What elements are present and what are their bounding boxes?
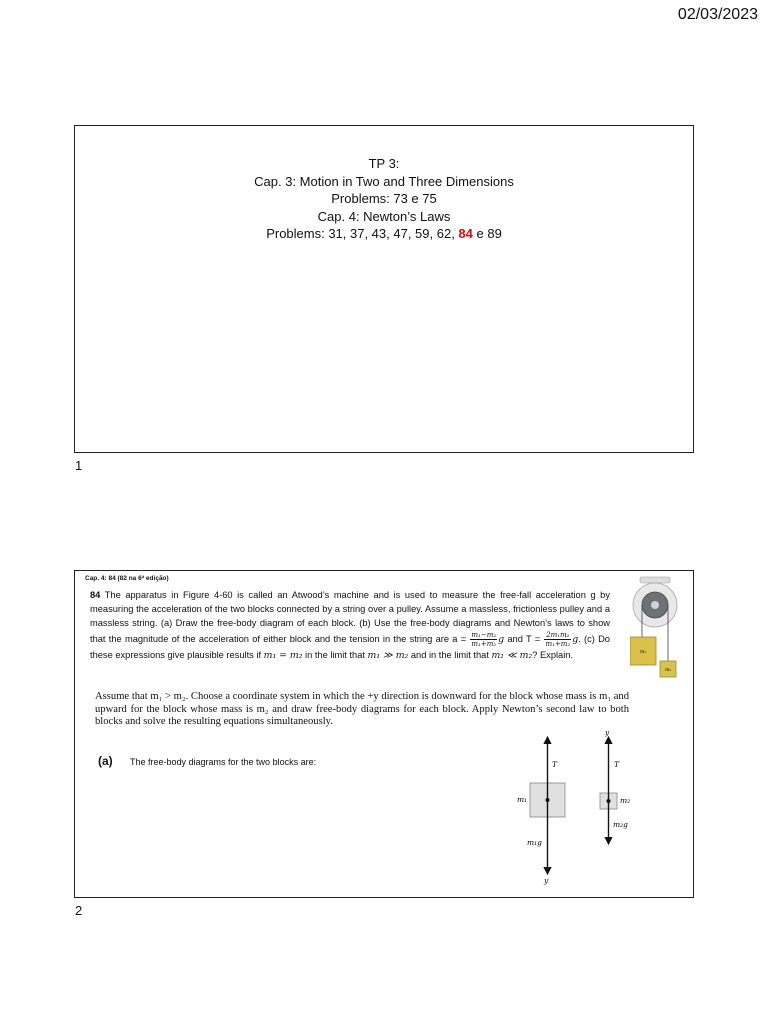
problem-statement — [90, 588, 610, 663]
slide-1-line: Problems: 73 e 75 — [331, 191, 437, 207]
equation: m₁ = m₂ — [263, 649, 303, 661]
problem-text: and in the limit that — [408, 649, 492, 660]
slide-1 — [74, 125, 694, 453]
part-a-text: The free-body diagrams for the two blocks are: — [130, 757, 317, 767]
date-header: 02/03/2023 — [677, 6, 758, 23]
free-body-diagrams — [500, 723, 650, 893]
fbd-mass-label-m1: m₁ — [517, 795, 528, 804]
block-m1-label: m₁ — [639, 650, 647, 655]
pulley-mount — [640, 577, 670, 583]
slide-1-number: 1 — [75, 458, 83, 473]
problems-suffix: e 89 — [472, 226, 502, 242]
slide-1-problems-line — [75, 225, 693, 243]
fbd-center-m2 — [607, 799, 611, 803]
slide-1-title-block — [75, 155, 693, 243]
slide-1-line: Cap. 3: Motion in Two and Three Dimensions — [254, 173, 514, 189]
fbd-tension-label-m2: T — [614, 760, 620, 769]
part-a-label: (a) — [98, 754, 113, 768]
problem-text: in the limit that — [302, 649, 368, 660]
gravity-symbol: g — [498, 633, 505, 645]
atwood-machine-figure — [630, 575, 690, 687]
problem-text: . (c) Do these expressions give plausible results if — [90, 633, 610, 660]
fbd-weight-label-m1: m₁g — [527, 838, 542, 847]
slide-1-line: Cap. 4: Newton’s Laws — [317, 208, 451, 224]
fraction-a-denominator: m₁+m₂ — [471, 639, 497, 648]
equation: m₁ ≪ m₂ — [491, 649, 533, 661]
fbd-y-axis-label-m1: y — [544, 876, 549, 885]
fbd-y-axis-label-m2: y — [605, 728, 610, 737]
slide-2-number: 2 — [75, 903, 83, 918]
block-m2-label: m₂ — [664, 668, 672, 673]
problem-text: ? Explain. — [532, 649, 574, 660]
slide-1-line: TP 3: — [368, 156, 400, 171]
fbd-tension-label-m1: T — [552, 760, 558, 769]
fraction-t — [544, 631, 571, 648]
pulley-axle — [651, 601, 659, 609]
equation: m₁ ≫ m₂ — [367, 649, 409, 661]
problem-text: and T = — [504, 633, 544, 644]
fbd-center-m1 — [546, 798, 550, 802]
fraction-a — [470, 631, 497, 648]
solution-text: Assume that m₁ > m₂. Choose a coordinate system in which the +y direction is downward for the block whose mass is m₁ and upward for the block whose mass is m₂ and draw free-body diagrams for each block. Apply Newton’s second law to both blocks and solve the resulting equations simultaneously. — [95, 691, 629, 728]
problem-text: The apparatus in Figure 4-60 is called an Atwood’s machine and is used to measure the free-fall acceleration g by measuring the acceleration of the two blocks connected by a string over a pulley. Assume a massless, frictionless pulley and a massless string. (a) Draw the free-body diagram of each block. (b) Use the free-body diagrams and Newton’s laws to show that the magnitude of the acceleration of either block and the tension in the string are a = — [90, 590, 610, 644]
problems-prefix: Problems: 31, 37, 43, 47, 59, 62, — [266, 226, 459, 242]
gravity-symbol: g — [572, 633, 579, 645]
fraction-a-numerator: m₁−m₂ — [471, 630, 497, 639]
slide-2-tag: Cap. 4: 84 (82 na 6ª edição) — [85, 575, 169, 582]
problems-highlight: 84 — [458, 226, 473, 242]
fraction-t-denominator: m₁+m₂ — [545, 639, 571, 648]
fbd-mass-label-m2: m₂ — [620, 796, 631, 805]
fraction-t-numerator: 2m₁m₂ — [546, 630, 570, 639]
slide-2 — [74, 570, 694, 898]
problem-number: 84 — [90, 590, 101, 600]
fbd-weight-label-m2: m₂g — [613, 820, 628, 829]
